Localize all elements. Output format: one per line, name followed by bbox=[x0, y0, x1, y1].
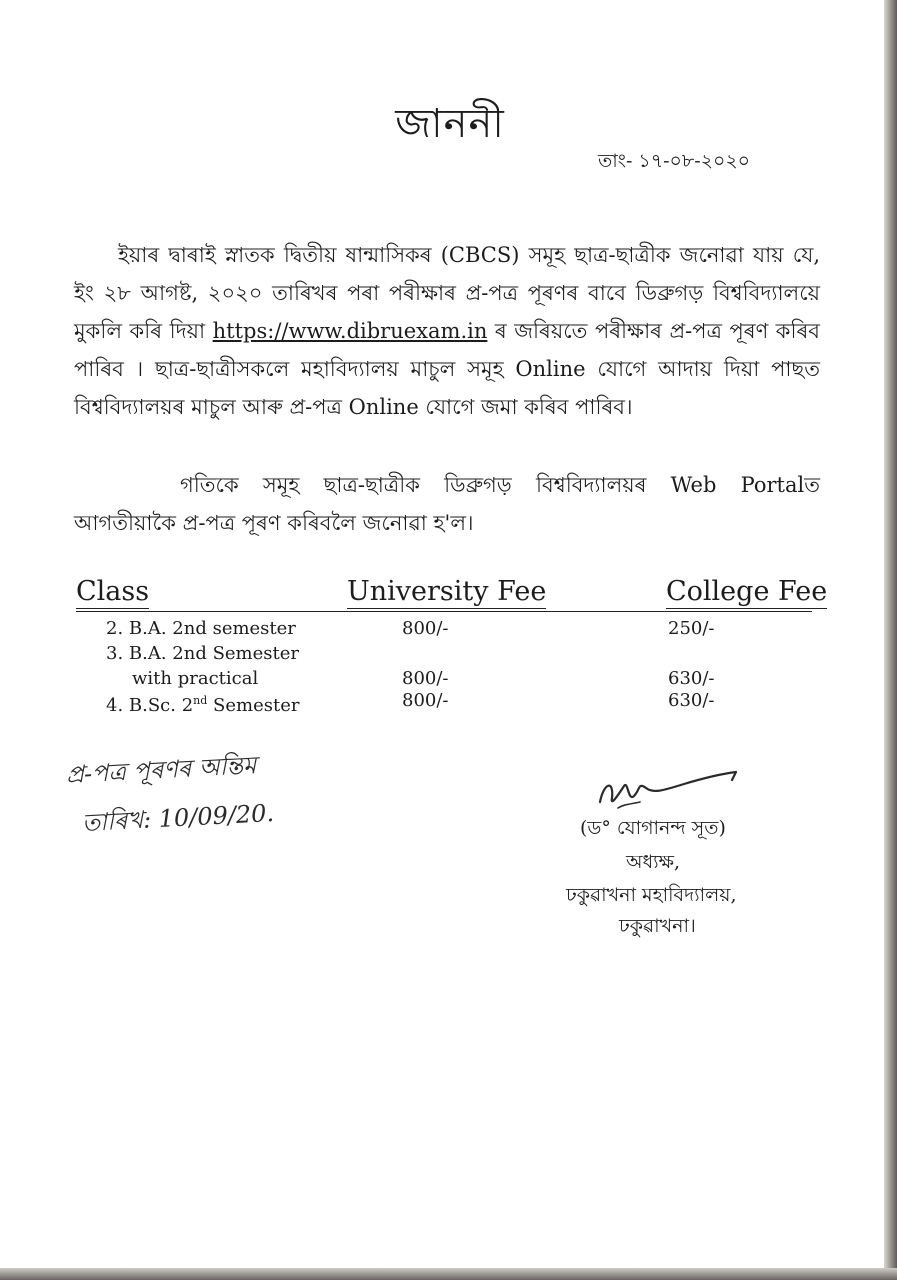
signature-scribble bbox=[594, 768, 744, 818]
row-ba-practical-college-fee: 630/- bbox=[668, 668, 715, 689]
notice-title: জাননী bbox=[395, 101, 505, 147]
bsc-class-suffix: Semester bbox=[207, 695, 300, 716]
paragraph-1-start: ইয়াৰ দ্বাৰাই স্নাতক দ্বিতীয় ষান্মাসিকৰ (CBCS) সমূহ ছাত্ৰ-ছাত্ৰীক জনোৱা যায় যে, ইং ২৮ আগষ্ট, ২০২০ তাৰিখৰ পৰা পৰীক্ষাৰ প্ৰ-পত্ৰ পূৰণৰ বাবে ডিব্ৰুগড় বিশ্ববিদ্যালয়ে মুকলি কৰি দিয়া bbox=[74, 243, 820, 343]
row-ba-2nd-university-fee: 800/- bbox=[402, 618, 449, 639]
paper-edge-bottom bbox=[0, 1268, 897, 1280]
row-ba-practical-class-cont: with practical bbox=[132, 668, 259, 689]
exam-portal-link[interactable]: https://www.dibruexam.in bbox=[212, 319, 488, 343]
bsc-class-superscript: nd bbox=[193, 694, 208, 707]
row-ba-2nd-class: 2. B.A. 2nd semester bbox=[106, 618, 296, 639]
signatory-designation: অধ্যক্ষ, bbox=[626, 851, 681, 873]
row-ba-2nd-college-fee: 250/- bbox=[668, 618, 715, 639]
row-ba-practical-class: 3. B.A. 2nd Semester bbox=[106, 643, 300, 664]
notice-paragraph-1 bbox=[74, 236, 820, 426]
row-bsc-2nd-university-fee: 800/- bbox=[402, 690, 449, 711]
row-bsc-2nd-class bbox=[106, 690, 299, 717]
header-university-fee: University Fee bbox=[347, 576, 547, 607]
row-bsc-2nd-college-fee: 630/- bbox=[668, 690, 715, 711]
signatory-name: (ড° যোগানন্দ সূত) bbox=[580, 817, 726, 839]
table-header-rule bbox=[76, 611, 812, 612]
notice-paragraph-2: গতিকে সমূহ ছাত্ৰ-ছাত্ৰীক ডিব্ৰুগড় বিশ্ববিদ্যালয়ৰ Web Portalত আগতীয়াকৈ প্ৰ-পত্ৰ পূৰণ কৰিবলৈ জনোৱা হ'ল। bbox=[74, 473, 820, 535]
header-college-fee: College Fee bbox=[666, 576, 828, 607]
header-class: Class bbox=[76, 576, 150, 607]
handwritten-note-line-1: প্ৰ-পত্ৰ পূৰণৰ অন্তিম bbox=[65, 751, 258, 789]
bsc-class-prefix: 4. B.Sc. 2 bbox=[106, 695, 194, 716]
signatory-place: ঢকুৱাখনা। bbox=[619, 915, 696, 937]
signatory-college: ঢকুৱাখনা মহাবিদ্যালয়, bbox=[566, 884, 737, 906]
paper-edge-right bbox=[884, 0, 897, 1280]
row-ba-practical-university-fee: 800/- bbox=[402, 668, 449, 689]
paragraph-1-end: ৰ জৰিয়তে পৰীক্ষাৰ প্ৰ-পত্ৰ পূৰণ কৰিব পাৰিব । ছাত্ৰ-ছাত্ৰীসকলে মহাবিদ্যালয় মাচুল সমূহ Online যোগে আদায় দিয়া পাছত বিশ্ববিদ্যালয়ৰ মাচুল আৰু প্ৰ-পত্ৰ Online যোগে জমা কৰিব পাৰিব। bbox=[74, 319, 821, 419]
handwritten-note-line-2: তাৰিখ: 10/09/20. bbox=[81, 798, 275, 838]
notice-date: তাং- ১৭-০৮-২০২০ bbox=[598, 150, 751, 172]
